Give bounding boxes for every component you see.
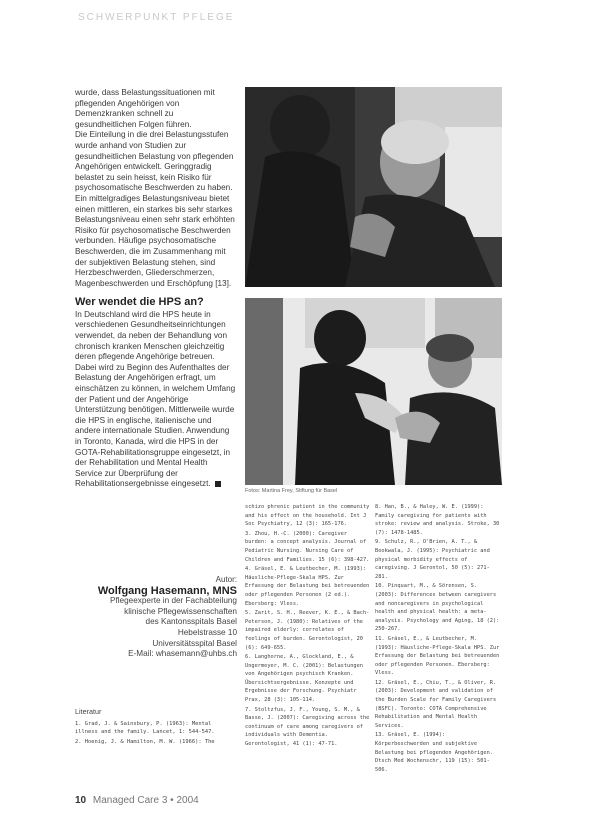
body-paragraph: wurde, dass Belastungssituationen mit pflegenden Angehörigen von Demenzkranken schnell zu gesundheitlichen Folgen führen. — [75, 88, 215, 129]
publication-name: Managed Care 3 • 2004 — [92, 795, 199, 806]
photo-caregiver-and-resident — [245, 298, 502, 485]
author-label: Autor: — [215, 575, 237, 584]
body-paragraph — [75, 310, 237, 490]
article-body — [75, 88, 237, 490]
author-line: Pflegeexperte in der Fachabteilung — [110, 596, 237, 606]
reference-item: 6. Langhorne, A., Glockland, E., & Ungermeyer, M. C. (2001): Belastungen von Angehörigen psychisch Kranken. Übersichtsergebnisse. Konzepte und Ergebnisse der Forschung. Psychiatr Prax, 28 (3): 105-114. — [245, 654, 363, 704]
literature-list — [75, 708, 237, 747]
page-footer — [75, 795, 199, 806]
author-line: des Kantonsspitals Basel — [145, 617, 237, 627]
literature-item: 1. Grad, J. & Sainsbury, P. (1963): Mental illness and the family. Lancet, 1: 544-547. — [75, 720, 215, 736]
reference-item: 5. Zarit, S. H., Reever, K. E., & Bach-Peterson, J. (1980): Relatives of the impaired elderly: correlates of feelings of burden. Gerontologist, 20 (6): 649-655. — [245, 610, 370, 651]
photo-illustration — [245, 298, 502, 485]
author-line: Universitätsspital Basel — [152, 638, 237, 648]
section-header: SCHWERPUNKT PFLEGE — [78, 12, 235, 23]
author-name: Wolfgang Hasemann, MNS — [97, 584, 237, 597]
section-subheading: Wer wendet die HPS an? — [75, 296, 204, 309]
photo-elderly-woman-laughing — [245, 87, 502, 287]
photo-credit: Fotos: Martina Frey, Stiftung für Basel — [245, 488, 338, 494]
reference-item: 11. Gräsel, E., & Leutbecher, M. (1993): Häusliche-Pflege-Skala HPS. Zur Erfassung der Belastung bei betreuenden oder pflegenden Personen. Ebersberg: Vless. — [375, 635, 500, 677]
author-line: Hebelstrasse 10 — [177, 627, 237, 637]
reference-item: schizo phrenic patient in the community and his effect on the household. Int J Soc Psychiatry, 12 (3): 165-176. — [245, 504, 370, 528]
reference-item: 8. Han, B., & Haley, W. E. (1999): Family caregiving for patients with stroke: review and analysis. Stroke, 30 (7): 1478-1485. — [375, 504, 500, 536]
reference-item: 4. Gräsel, E. & Leutbecher, M. (1993): Häusliche-Pflege-Skala HPS. Zur Erfassung der Belastung bei betreuenden oder pflegenden Personen (2 ed.). Ebersberg: Vless. — [245, 566, 370, 607]
reference-item: 3. Zhou, H.-C. (2000): Caregiver burden: a concept analysis. Journal of Pediatric Nursing. Nursing Care of Children and Families. 15 (6): 398-427. — [245, 530, 370, 563]
body-paragraph: Die Einteilung in die drei Belastungsstufen wurde anhand von Studien zur gesundheitlichen Belastung von pflegenden Angehörigen entwickelt. Geringgradig belastet zu sein heisst, kein Risiko für psychosomatische Beschwerden zu haben. Ein mittelgradiges Belastungsniveau bietet einen mittleren, ein starkes bis sehr starkes Belastungsniveau einen sehr stark erhöhten Risiko für psychosomatische Beschwerden verbunden. Häufige psychosomatische Beschwerden, die im Zusammenhang mit der subjektiven Belastung stehen, sind Herzbeschwerden, Gliederschmerzen, Magenbeschwerden und Erschöpfung [13]. — [75, 130, 235, 288]
body-text: In Deutschland wird die HPS heute in verschiedenen Gesundheitseinrichtungen verwendet, da neben der Behandlung von chronisch kranken Menschen gleichzeitig deren pflegende Angehörige betreuen. Dabei wird zu Beginn des Aufenthaltes der Belastung der Angehörigen erfragt, um einschätzen zu können, in welchem Umfang der Patient und der Angehörige Unterstützung benötigen. Mittlerweile wurde die HPS in englische, italienische und andere internationale Studien. Anwendung in Toronto, Kanada, wird die HPS in der GOTA-Rehabilitationsgruppe eingesetzt, in der Rehabilitation und Mental Health Service zur Überprüfung der Rehabilitationsergebnisse eingesetzt. — [75, 309, 236, 489]
reference-item: 10. Pinquart, M., & Sörensen, S. (2003): Differences between caregivers and noncaregivers in psychological health and physical health: a meta-analysis. Psychology and Aging, 18 (2): 250-267. — [375, 583, 500, 633]
literature-title: Literatur — [75, 707, 102, 716]
photo-illustration — [245, 87, 502, 287]
author-block — [75, 575, 237, 660]
reference-item: 12. Gräsel, E., Chiu, T., & Oliver, R. (2003): Development and validation of the Burden Scale for Family Caregivers (BSFC). Toronto: COTA Comprehensive Rehabilitation and Mental Health Services. — [375, 679, 497, 729]
page-number: 10 — [75, 795, 87, 806]
references-column — [245, 503, 370, 750]
reference-item: 7. Stoltzfus, J. F., Young, S. M., & Basse, J. (2007): Caregiving across the continuum of care among caregivers of individuals with Dementia. Gerontologist, 41 (1): 47-71. — [245, 706, 370, 748]
references-column — [375, 503, 500, 775]
author-line: E-Mail: whasemann@uhbs.ch — [128, 649, 237, 659]
reference-item: 13. Gräsel, E. (1994): Körperbeschwerden und subjektive Belastung bei pflegenden Angehörigen. Dtsch Med Wochenschr, 119 (15): 501-506. — [375, 732, 493, 773]
reference-item: 9. Schulz, R., O'Brien, A. T., & Bookwala, J. (1995): Psychiatric and physical morbidity effects of caregiving. J Gerontol, 50 (5): 271-281. — [375, 539, 490, 580]
literature-item: 2. Hoenig, J. & Hamilton, M. W. (1966): The — [75, 738, 215, 745]
end-mark-icon — [215, 481, 221, 487]
author-line: klinische Pflegewissenschaften — [124, 606, 237, 616]
